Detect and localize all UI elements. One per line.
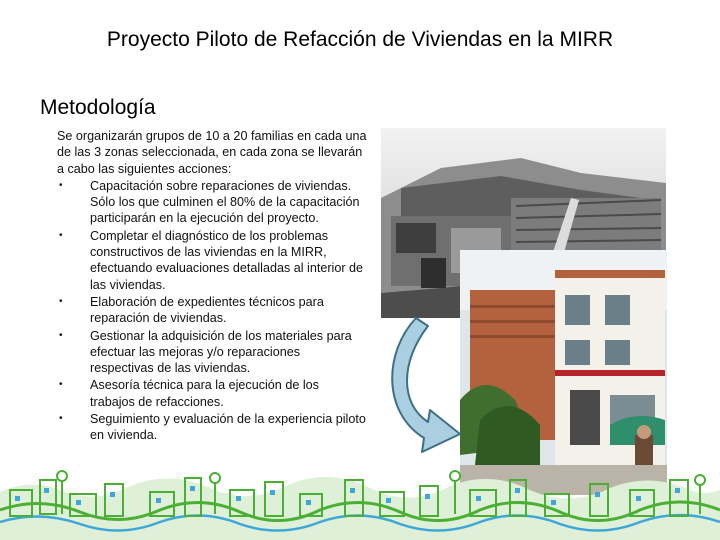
list-item — [57, 294, 367, 327]
bullet-icon: • — [59, 179, 63, 191]
methodology-text — [57, 128, 367, 444]
list-item-text: Seguimiento y evaluación de la experiencia piloto en vivienda. — [90, 412, 366, 443]
list-item-text: Asesoría técnica para la ejecución de los trabajos de refacciones. — [90, 378, 319, 409]
bullet-icon: • — [59, 329, 63, 341]
bullet-icon: • — [59, 229, 63, 241]
list-item-text: Capacitación sobre reparaciones de viviendas. Sólo los que culminen el 80% de la capacitación participarán en la ejecución del proyecto. — [90, 178, 360, 226]
city-skyline-illustration — [0, 450, 720, 540]
list-item — [57, 328, 367, 377]
list-item-text: Completar el diagnóstico de los problemas constructivos de las viviendas en la MIRR, efectuando evaluaciones detalladas al interior de las viviendas. — [90, 228, 364, 292]
intro-paragraph: Se organizarán grupos de 10 a 20 familias en cada una de las 3 zonas seleccionada, en cada zona se llevarán a cabo las siguientes acciones: — [57, 129, 367, 176]
list-item — [57, 228, 367, 293]
bullet-icon: • — [59, 295, 63, 307]
bullet-icon: • — [59, 413, 63, 425]
list-item — [57, 178, 367, 227]
bullet-icon: • — [59, 379, 63, 391]
list-item-text: Gestionar la adquisición de los materiales para efectuar las mejoras y/o reparaciones respectivas de las viviendas. — [90, 328, 352, 376]
action-list — [57, 178, 367, 444]
section-heading: Metodología — [40, 96, 156, 119]
slide-title: Proyecto Piloto de Refacción de Viviendas en la MIRR — [106, 28, 614, 51]
curved-arrow-icon — [378, 312, 468, 462]
list-item — [57, 411, 367, 444]
list-item — [57, 377, 367, 410]
list-item-text: Elaboración de expedientes técnicos para reparación de viviendas. — [90, 294, 324, 326]
